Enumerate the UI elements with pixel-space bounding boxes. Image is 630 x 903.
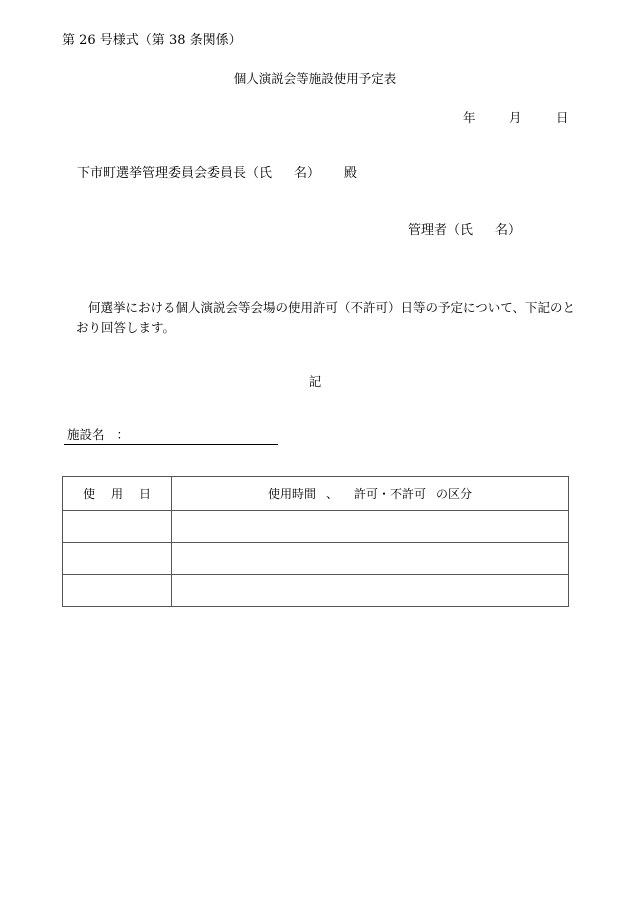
header-usage-date-char2: 用 [110, 487, 123, 501]
note-heading: 記 [308, 374, 322, 389]
manager-name-label: 名） [495, 223, 522, 238]
header-usage-time: 使用時間 [267, 487, 316, 501]
table-cell-date[interactable] [63, 543, 172, 575]
manager-line [408, 219, 521, 238]
body-text: 何選挙における個人演説会等会場の使用許可（不許可）日等の予定について、下記のとおり回答します。 [76, 300, 576, 335]
manager-label: 管理者（氏 [408, 223, 474, 238]
header-usage-date-char3: 日 [139, 487, 152, 501]
table-cell-detail[interactable] [172, 543, 569, 575]
table-row [63, 511, 569, 543]
table-row [63, 543, 569, 575]
addressee-name-label: 名） [294, 166, 321, 181]
header-usage-date-char1: 使 [82, 487, 95, 501]
table-cell-date[interactable] [63, 511, 172, 543]
table-header-row [63, 477, 569, 511]
addressee-organization: 下市町選挙管理委員会委員長（氏 [77, 166, 273, 181]
addressee-honorific: 殿 [344, 166, 358, 181]
facility-label: 施設名 [67, 427, 105, 442]
header-usage-date [63, 477, 172, 511]
usage-schedule-table [62, 476, 569, 607]
facility-colon: ： [116, 427, 130, 442]
form-number: 第 26 号様式（第 38 条関係） [62, 33, 242, 48]
facility-name-field [64, 425, 278, 445]
header-classification: の区分 [436, 487, 473, 501]
body-paragraph [76, 298, 576, 338]
table-row [63, 575, 569, 607]
document-title: 個人演説会等施設使用予定表 [233, 71, 397, 86]
table-cell-detail[interactable] [172, 511, 569, 543]
addressee-line [77, 162, 357, 181]
date-month-label: 月 [509, 110, 522, 125]
table-cell-detail[interactable] [172, 575, 569, 607]
table-cell-date[interactable] [63, 575, 172, 607]
header-usage-detail [172, 477, 569, 511]
header-separator: 、 [325, 487, 338, 501]
header-permission: 許可・不許可 [354, 487, 427, 501]
date-day-label: 日 [556, 110, 569, 125]
date-year-label: 年 [463, 110, 476, 125]
